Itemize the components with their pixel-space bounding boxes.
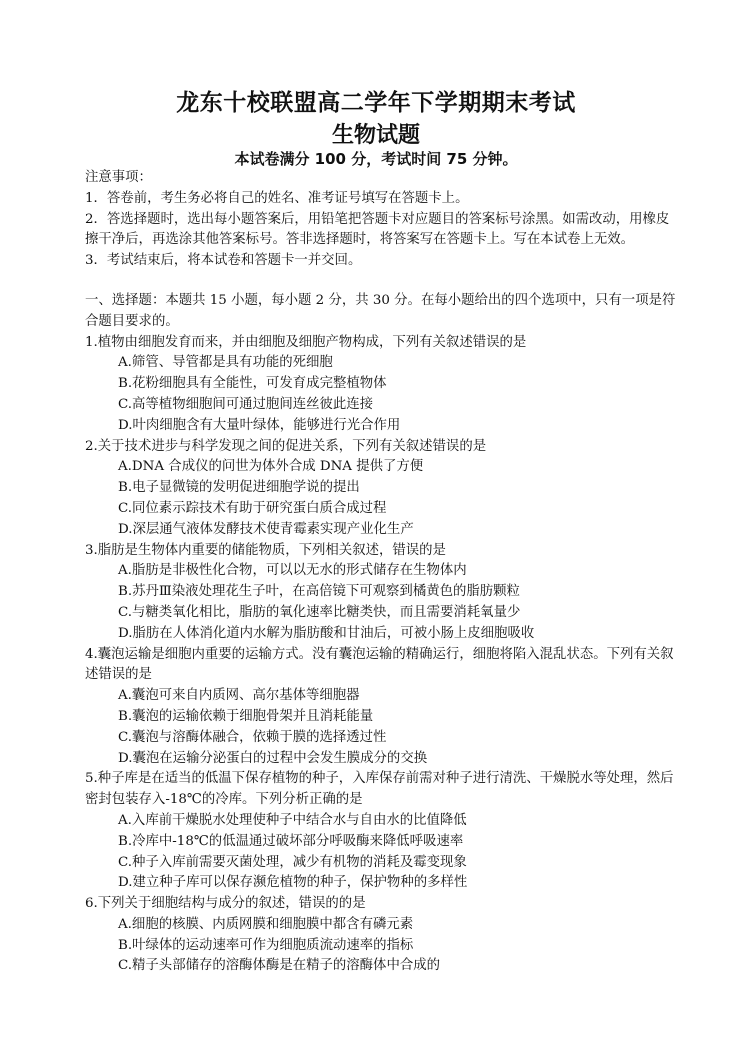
question-option: C.囊泡与溶酶体融合，依赖于膜的选择透过性	[118, 729, 387, 745]
question-option: A.入库前干燥脱水处理使种子中结合水与自由水的比值降低	[118, 812, 467, 828]
question-option: B.叶绿体的运动速率可作为细胞质流动速率的指标	[118, 937, 414, 953]
question-option: B.囊泡的运输依赖于细胞骨架并且消耗能量	[118, 708, 374, 724]
question-stem: 3.脂肪是生物体内重要的储能物质，下列相关叙述，错误的是	[85, 542, 446, 558]
exam-subject: 生物试题	[331, 123, 420, 148]
question-option: C.精子头部储存的溶酶体酶是在精子的溶酶体中合成的	[118, 958, 441, 974]
question-option: B.电子显微镜的发明促进细胞学说的提出	[118, 480, 360, 496]
question-option: D.囊泡在运输分泌蛋白的过程中会发生膜成分的交换	[118, 750, 428, 766]
exam-title: 龙东十校联盟高二学年下学期期末考试	[176, 90, 576, 116]
question-option: A.细胞的核膜、内质网膜和细胞膜中都含有磷元素	[118, 916, 414, 932]
question-4	[85, 645, 681, 770]
question-stem: 5.种子库是在适当的低温下保存植物的种子，入库保存前需对种子进行清洗、干燥脱水等处理，然后密封包装存入-18℃的冷库。下列分析正确的是	[85, 771, 674, 808]
question-option: B.苏丹Ⅲ染液处理花生子叶，在高倍镜下可观察到橘黄色的脂肪颗粒	[118, 584, 520, 600]
notice-item: 3．考试结束后，将本试卷和答题卡一并交回。	[85, 253, 362, 269]
exam-body	[85, 168, 681, 977]
question-option: A.筛管、导管都是具有功能的死细胞	[118, 355, 333, 371]
question-2	[85, 437, 681, 541]
question-5	[85, 769, 681, 894]
question-stem: 1.植物由细胞发育而来，并由细胞及细胞产物构成，下列有关叙述错误的是	[85, 334, 527, 350]
notice-item: 1．答卷前，考生务必将自己的姓名、准考证号填写在答题卡上。	[85, 190, 469, 206]
question-stem: 6.下列关于细胞结构与成分的叙述，错误的的是	[85, 896, 366, 912]
question-option: C.种子入库前需要灭菌处理，减少有机物的消耗及霉变现象	[118, 854, 467, 870]
spacer	[85, 272, 681, 291]
question-3	[85, 541, 681, 645]
question-1	[85, 333, 681, 437]
question-stem: 2.关于技术进步与科学发现之间的促进关系，下列有关叙述错误的是	[85, 438, 487, 454]
exam-subtitle: 本试卷满分 100 分，考试时间 75 分钟。	[234, 150, 518, 168]
question-option: D.叶肉细胞含有大量叶绿体，能够进行光合作用	[118, 417, 401, 433]
question-option: A.脂肪是非极性化合物，可以以无水的形式储存在生物体内	[118, 563, 467, 579]
question-option: C.高等植物细胞间可通过胞间连丝彼此连接	[118, 396, 374, 412]
question-option: D.深层通气液体发酵技术使青霉素实现产业化生产	[118, 521, 414, 537]
section-heading: 一、选择题：本题共 15 小题，每小题 2 分，共 30 分。在每小题给出的四个选项中，只有一项是符合题目要求的。	[85, 292, 676, 329]
notice-heading: 注意事项：	[85, 170, 152, 185]
question-option: A.囊泡可来自内质网、高尔基体等细胞器	[118, 688, 360, 704]
question-option: D.建立种子库可以保存濒危植物的种子，保护物种的多样性	[118, 875, 468, 891]
question-stem: 4.囊泡运输是细胞内重要的运输方式。没有囊泡运输的精确运行，细胞将陷入混乱状态。下列有关叙述错误的是	[85, 646, 674, 683]
notice-item: 2．答选择题时，选出每小题答案后，用铅笔把答题卡对应题目的答案标号涂黑。如需改动，用橡皮擦干净后，再选涂其他答案标号。答非选择题时，将答案写在答题卡上。写在本试卷上无效。	[85, 211, 670, 248]
question-option: C.同位素示踪技术有助于研究蛋白质合成过程	[118, 500, 387, 516]
question-option: C.与糖类氧化相比，脂肪的氧化速率比糖类快，而且需要消耗氧量少	[118, 604, 521, 620]
question-option: D.脂肪在人体消化道内水解为脂肪酸和甘油后，可被小肠上皮细胞吸收	[118, 625, 535, 641]
question-option: A.DNA 合成仪的问世为体外合成 DNA 提供了方便	[118, 459, 424, 475]
question-option: B.花粉细胞具有全能性，可发育成完整植物体	[118, 376, 387, 392]
question-option: B.冷库中-18℃的低温通过破坏部分呼吸酶来降低呼吸速率	[118, 833, 464, 849]
question-6	[85, 894, 681, 977]
